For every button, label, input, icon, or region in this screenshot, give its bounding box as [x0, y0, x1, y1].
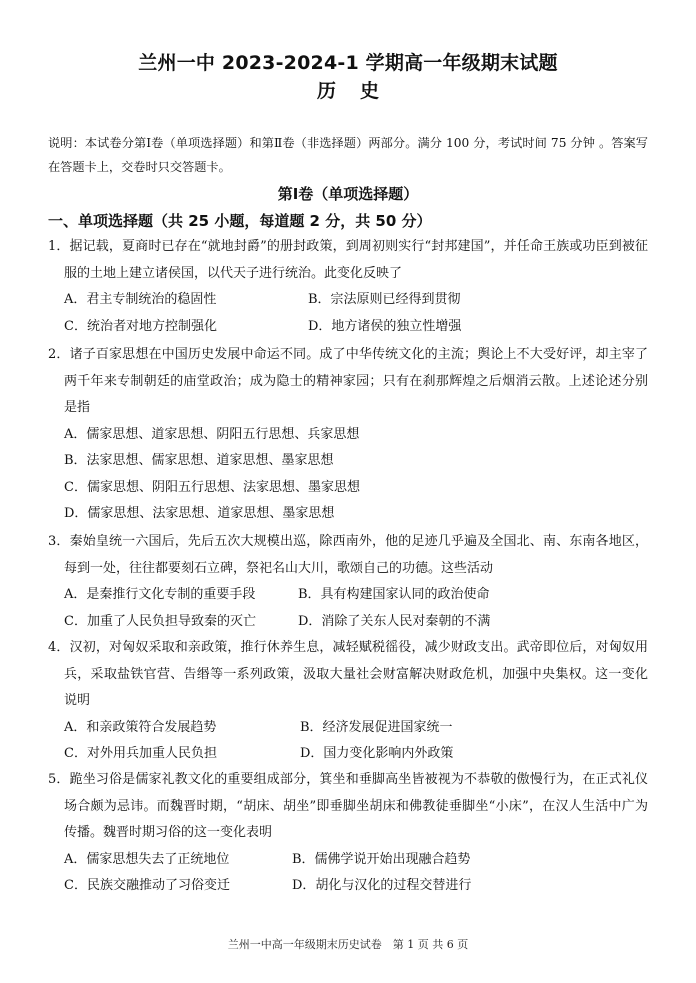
option-a: A．和亲政策符合发展趋势 — [64, 719, 217, 735]
question-stem: 5．跪坐习俗是儒家礼教文化的重要组成部分，箕坐和垂脚高坐皆被视为不恭敬的傲慢行为，在正式礼仪场合颇为忌讳。而魏晋时期，“胡床、胡坐”即垂脚坐胡床和佛教徒垂脚坐“小床”，在汉人生活中广为传播。魏晋时期习俗的这一变化表明 — [48, 772, 648, 840]
option-c: C．统治者对地方控制强化 — [64, 318, 217, 334]
question-stem: 3．秦始皇统一六国后，先后五次大规模出巡，除西南外，他的足迹几乎遍及全国北、南、东南各地区，每到一处，往往都要刻石立碑，祭祀名山大川，歌颂自己的功德。这些活动 — [48, 534, 648, 576]
option-c: C．儒家思想、阴阳五行思想、法家思想、墨家思想 — [64, 479, 360, 495]
question-2 — [48, 342, 648, 528]
options — [48, 715, 648, 768]
question-stem: 1．据记载，夏商时已存在“就地封爵”的册封政策，到周初则实行“封邦建国”，并任命王族或功臣到被征服的土地上建立诸侯国，以代天子进行统治。此变化反映了 — [48, 239, 648, 281]
section-title: 第Ⅰ卷（单项选择题） — [277, 185, 419, 203]
options — [48, 582, 648, 635]
question-stem: 4．汉初，对匈奴采取和亲政策，推行休养生息，减轻赋税徭役，减少财政支出。武帝即位后，对匈奴用兵，采取盐铁官营、告缗等一系列政策，汲取大量社会财富解决财政危机，加强中央集权。这一变化说明 — [48, 640, 648, 708]
option-c: C．对外用兵加重人民负担 — [64, 746, 217, 761]
options — [48, 847, 648, 900]
option-d: D．胡化与汉化的过程交替进行 — [292, 878, 472, 893]
option-b: B．具有构建国家认同的政治使命 — [298, 587, 490, 602]
question-4 — [48, 635, 648, 768]
option-c: C．民族交融推动了习俗变迁 — [64, 878, 230, 893]
option-b: B．法家思想、儒家思想、道家思想、墨家思想 — [64, 453, 334, 468]
option-b: B．经济发展促进国家统一 — [300, 719, 453, 735]
page-footer: 兰州一中高一年级期末历史试卷 第 1 页 共 6 页 — [227, 938, 469, 951]
option-a: A．儒家思想失去了正统地位 — [64, 851, 230, 867]
option-d: D．儒家思想、法家思想、道家思想、墨家思想 — [64, 506, 335, 521]
option-d: D．国力变化影响内外政策 — [300, 746, 454, 761]
part-title: 一、单项选择题（共 25 小题，每道题 2 分，共 50 分） — [48, 212, 432, 230]
question-stem: 2．诸子百家思想在中国历史发展中命运不同。成了中华传统文化的主流；舆论上不大受好评，却主宰了两千年来专制朝廷的庙堂政治；成为隐士的精神家园；只有在刹那辉煌之后烟消云散。上述论述分别是指 — [48, 347, 648, 415]
option-a: A．是秦推行文化专制的重要手段 — [64, 587, 256, 602]
options — [48, 287, 648, 340]
subject-title: 历史 — [316, 80, 403, 102]
options — [48, 422, 648, 528]
option-d: D．地方诸侯的独立性增强 — [308, 318, 462, 334]
question-3 — [48, 529, 648, 635]
instructions-note: 说明：本试卷分第Ⅰ卷（单项选择题）和第Ⅱ卷（非选择题）两部分。满分 100 分，考试时间 75 分钟 。答案写在答题卡上，交卷时只交答题卡。 — [48, 136, 648, 174]
option-a: A．君主专制统治的稳固性 — [64, 292, 217, 307]
option-d: D．消除了关东人民对秦朝的不满 — [298, 613, 491, 629]
option-c: C．加重了人民负担导致秦的灭亡 — [64, 613, 256, 629]
exam-title: 兰州一中 2023-2024-1 学期高一年级期末试题 — [138, 52, 558, 74]
option-b: B．宗法原则已经得到贯彻 — [308, 292, 461, 307]
option-b: B．儒佛学说开始出现融合趋势 — [292, 851, 471, 867]
option-a: A．儒家思想、道家思想、阴阳五行思想、兵家思想 — [64, 426, 360, 442]
question-5 — [48, 767, 648, 900]
question-1 — [48, 234, 648, 340]
